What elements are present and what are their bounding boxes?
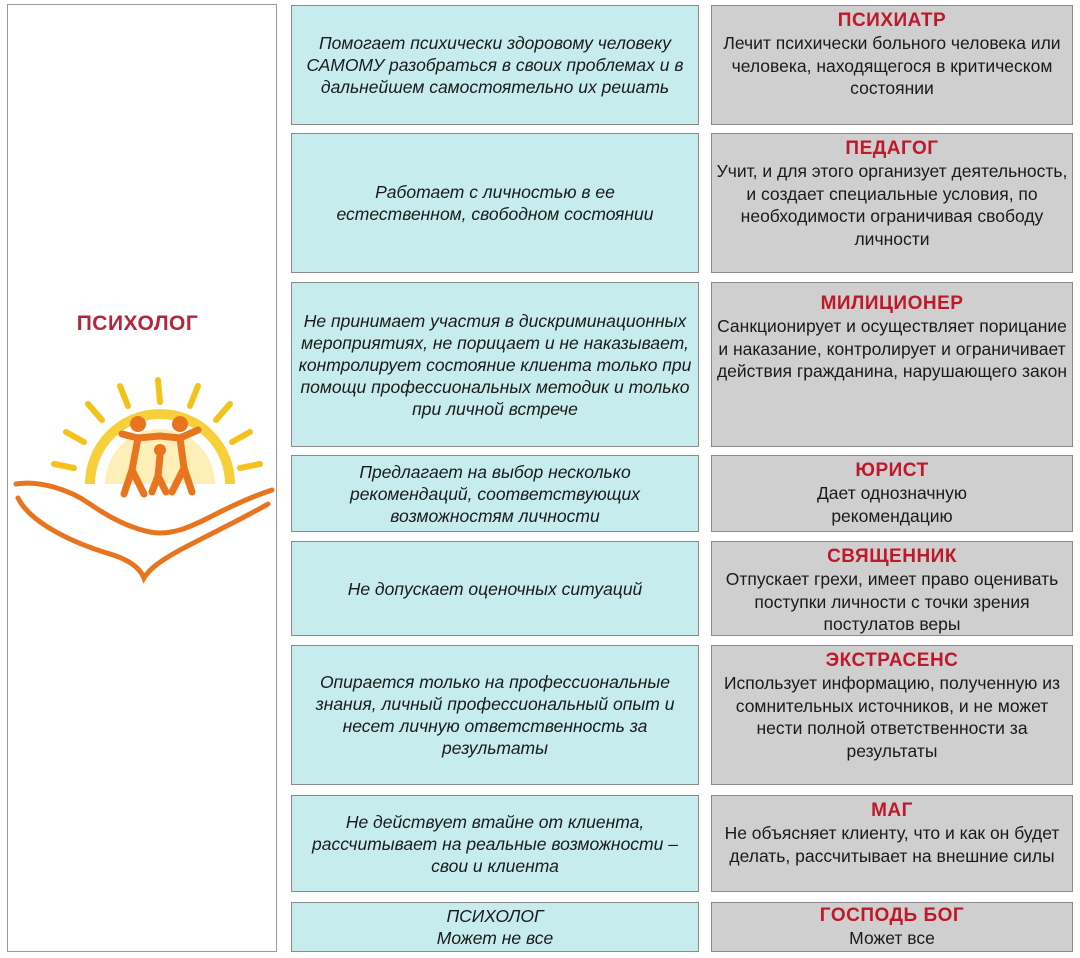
psychologist-text: Помогает психически здоровому человеку САМОМУ разобраться в своих проблемах и в дальнейшем самостоятельно их решать [306, 33, 684, 97]
psychologist-text: Не принимает участия в дискриминационных мероприятиях, не порицает и не наказывает, контролирует состояние клиента только при помощи профессиональных методик и только при личной встрече [298, 310, 692, 419]
role-cell-2 [711, 133, 1073, 273]
role-text: Не объясняет клиенту, что и как он будет делать, рассчитывает на внешние силы [724, 823, 1060, 866]
role-text: Дает однозначную рекомендацию [816, 483, 968, 526]
sun-hands-logo [10, 372, 275, 587]
psychologist-cell-2 [291, 133, 699, 273]
role-text: Может все [849, 928, 935, 948]
role-title: МИЛИЦИОНЕР [820, 293, 964, 314]
psychologist-text: Не действует втайне от клиента, рассчитывает на реальные возможности – свои и клиента [312, 811, 678, 876]
left-title: ПСИХОЛОГ [76, 312, 199, 335]
psychologist-cell-5 [291, 541, 699, 636]
role-title: ЮРИСТ [855, 460, 929, 481]
psychologist-cell-7 [291, 795, 699, 892]
role-title: СВЯЩЕННИК [827, 546, 957, 567]
role-cell-3 [711, 282, 1073, 447]
role-text: Санкционирует и осуществляет порицание и наказание, контролирует и ограничивает действия гражданина, нарушающего закон [716, 316, 1068, 381]
role-text: Использует информацию, полученную из сомнительных источников, и не может нести полной ответственности за результаты [723, 673, 1061, 761]
psychologist-text: Не допускает оценочных ситуаций [347, 578, 643, 599]
role-cell-5 [711, 541, 1073, 636]
psychologist-text: Опирается только на профессиональные знания, личный профессиональный опыт и несет личную ответственность за результаты [315, 672, 675, 758]
psychologist-text: Предлагает на выбор несколько рекомендаций, соответствующих возможностям личности [349, 461, 641, 526]
psychologist-text: Работает с личностью в ее естественном, свободном состоянии [336, 182, 654, 224]
role-cell-8 [711, 902, 1073, 952]
role-title: ГОСПОДЬ БОГ [819, 905, 965, 926]
role-title: ПЕДАГОГ [845, 138, 939, 159]
role-title: ПСИХИАТР [837, 10, 947, 31]
role-title: ЭКСТРАСЕНС [825, 650, 959, 671]
psychologist-cell-6 [291, 645, 699, 785]
psychologist-title: ПСИХОЛОГ [446, 906, 544, 926]
role-cell-1 [711, 5, 1073, 125]
role-title: МАГ [871, 800, 913, 821]
role-text: Учит, и для этого организует деятельность, и создает специальные условия, по необходимости ограничивая свободу личности [716, 161, 1068, 249]
psychologist-cell-1 [291, 5, 699, 125]
role-cell-7 [711, 795, 1073, 892]
role-text: Отпускает грехи, имеет право оценивать поступки личности с точки зрения постулатов веры [725, 569, 1059, 634]
psychologist-cell-4 [291, 455, 699, 532]
psychologist-text: Может не все [436, 928, 554, 948]
role-cell-6 [711, 645, 1073, 785]
role-text: Лечит психически больного человека или человека, находящегося в критическом состоянии [723, 33, 1061, 98]
psychologist-cell-8 [291, 902, 699, 952]
psychologist-cell-3 [291, 282, 699, 447]
role-cell-4 [711, 455, 1073, 532]
